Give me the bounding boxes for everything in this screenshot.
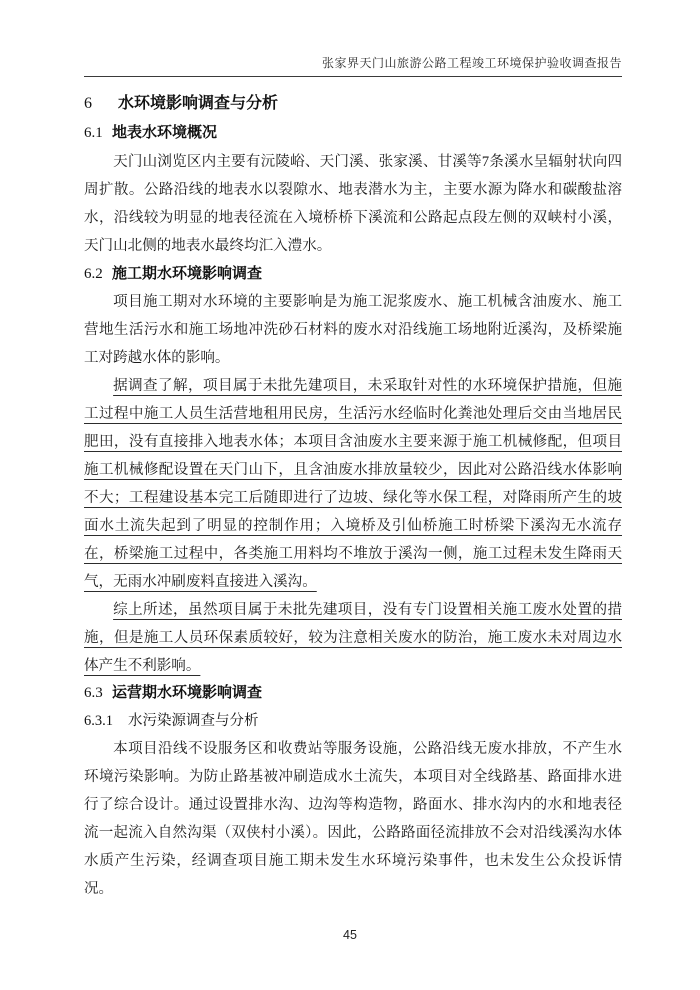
section-heading-6-3-1 — [84, 711, 622, 732]
paragraph-operation-pollution-source: 本项目沿线不设服务区和收费站等服务设施，公路沿线无废水排放，不产生水环境污染影响。为防止路基被冲刷造成水土流失，本项目对全线路基、路面排水进行了综合设计。通过设置排水沟、边沟等构造物，路面水、排水沟内的水和地表径流一起流入自然沟渠（双侠村小溪）。因此，公路路面径流排放不会对沿线溪沟水体水质产生污染，经调查项目施工期未发生水环境污染事件，也未发生公众投诉情况。 — [84, 741, 622, 897]
section-title: 水环境影响调查与分析 — [118, 95, 279, 112]
section-heading-6 — [84, 93, 622, 115]
paragraph-construction-conclusion: 综上所述，虽然项目属于未批先建项目，没有专门设置相关施工废水处置的措施，但是施工人员环保素质较好，较为注意相关废水的防治，施工废水未对周边水体产生不利影响。 — [84, 602, 622, 674]
paragraph-construction-findings: 据调查了解，项目属于未批先建项目，未采取针对性的水环境保护措施，但施工过程中施工人员生活营地租用民房，生活污水经临时化粪池处理后交由当地居民肥田，没有直接排入地表水体；本项目含油废水主要来源于施工机械修配，但项目施工机械修配设置在天门山下，且含油废水排放量较少，因此对公路沿线水体影响不大；工程建设基本完工后随即进行了边坡、绿化等水保工程，对降雨所产生的坡面水土流失起到了明显的控制作用；入境桥及引仙桥施工时桥梁下溪沟无水流存在，桥梁施工过程中，各类施工用料均不堆放于溪沟一侧，施工过程未发生降雨天气，无雨水冲刷废料直接进入溪沟。 — [84, 378, 622, 590]
running-header: 张家界天门山旅游公路工程竣工环境保护验收调查报告 — [84, 55, 622, 77]
paragraph-surface-water-overview: 天门山浏览区内主要有沅陵峪、天门溪、张家溪、甘溪等7条溪水呈辐射状向四周扩散。公路沿线的地表水以裂隙水、地表潜水为主，主要水源为降水和碳酸盐溶水，沿线较为明显的地表径流在入境桥桥下溪流和公路起点段左侧的双峡村小溪，天门山北侧的地表水最终均汇入澧水。 — [84, 154, 622, 254]
section-title: 地表水环境概况 — [112, 124, 218, 141]
section-title: 施工期水环境影响调查 — [112, 265, 263, 282]
section-heading-6-3 — [84, 682, 622, 704]
section-number: 6.3.1 — [84, 713, 113, 729]
section-heading-6-1 — [84, 122, 622, 144]
section-heading-6-2 — [84, 263, 622, 285]
section-number: 6.3 — [84, 685, 103, 701]
paragraph-construction-impact-intro: 项目施工期对水环境的主要影响是为施工泥浆废水、施工机械含油废水、施工营地生活污水和施工场地冲洗砂石材料的废水对沿线施工场地附近溪沟，及桥梁施工对跨越水体的影响。 — [84, 294, 622, 366]
section-title: 水污染源调查与分析 — [128, 713, 259, 729]
section-number: 6.1 — [84, 125, 103, 141]
page-number: 45 — [343, 928, 357, 942]
section-number: 6.2 — [84, 266, 103, 282]
section-number: 6 — [84, 95, 92, 112]
section-title: 运营期水环境影响调查 — [112, 684, 263, 701]
